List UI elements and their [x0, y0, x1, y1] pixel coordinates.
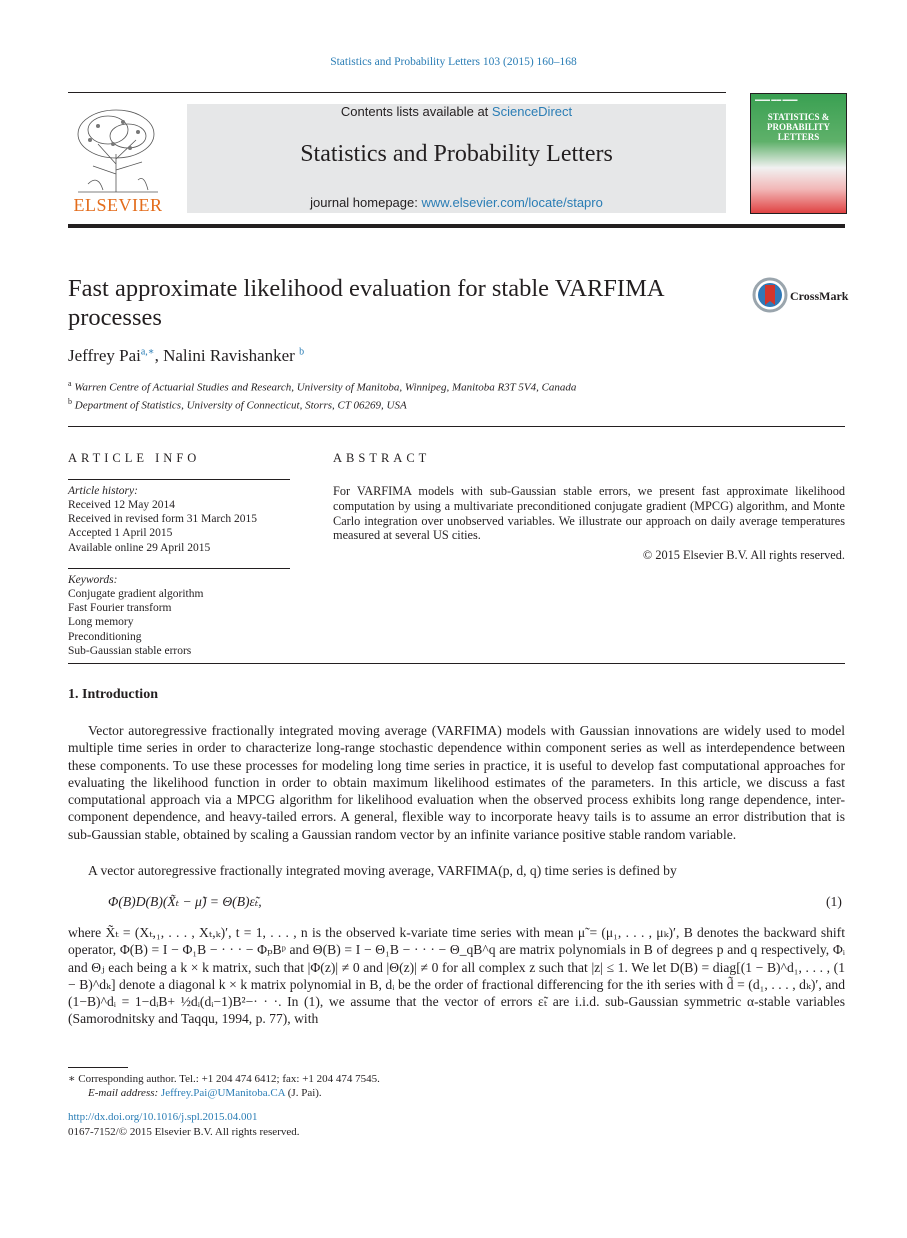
doi-link[interactable]: http://dx.doi.org/10.1016/j.spl.2015.04.001 [68, 1111, 258, 1123]
article-info-rule [68, 479, 290, 480]
author-name: Jeffrey Pai [68, 346, 141, 365]
body-paragraph: A vector autoregressive fractionally integrated moving average, VARFIMA(p, d, q) time series is defined by [88, 863, 677, 878]
email-label: E-mail address: [88, 1087, 159, 1099]
footnote-text: Corresponding author. Tel.: +1 204 474 6412; fax: +1 204 474 7545. [78, 1073, 380, 1085]
cover-top-strip: ▬▬▬ ▬▬ ▬▬▬ [755, 98, 798, 103]
article-title-line2: processes [68, 304, 162, 331]
author-affiliation-link[interactable]: b [299, 346, 305, 358]
affiliation-text: Department of Statistics, University of Connecticut, Storrs, CT 06269, USA [74, 399, 407, 412]
author-affiliation-link[interactable]: a,∗ [140, 346, 155, 358]
article-info-rule [68, 568, 290, 569]
abstract-copyright: © 2015 Elsevier B.V. All rights reserved. [642, 548, 845, 562]
author-separator: , [154, 346, 164, 365]
elsevier-wordmark: ELSEVIER [73, 195, 163, 215]
author-name: Nalini Ravishanker [163, 346, 295, 365]
affiliation-marker: a [68, 379, 72, 388]
body-paragraph: where X̃ₜ = (Xₜ,₁, . . . , Xₜ,ₖ)′, t = 1, . . . , n is the observed k-variate time series with mean μ̃ = (μ₁, . . . , μₖ)′, B denotes the backward shift operator, Φ(B) = I − Φ₁B − · · · − ΦₚBᵖ and Θ(B) = I − Θ₁B − · · · − Θ_qB^q are matrix polynomials in B of degrees p and q respectively, Φᵢ and Θⱼ each being a k × k matrix, such that |Φ(z)| ≠ 0 and |Θ(z)| ≠ 0 for all complex z such that |z| ≤ 1. We let D(B) = diag[(1 − B)^d₁, . . . , (1 − B)^dₖ] denote a diagonal k × k matrix polynomial in B, dᵢ be the order of fractional differencing for the ith series with d̃ = (d₁, . . . , dₖ)′, and (1−B)^dᵢ = 1−dᵢB+ ½dᵢ(dᵢ−1)B²−· · ·. In (1), we assume that the vector of errors ε̃ₜ are i.i.d. sub-Gaussian symmetric α-stable variables (Samorodnitsky and Taqqu, 1994, p. 77), with [68, 925, 845, 1027]
keyword-item: Sub-Gaussian stable errors [68, 645, 192, 657]
crossmark-label[interactable]: CrossMark [790, 289, 849, 303]
keywords-label: Keywords: [68, 574, 118, 586]
cover-title-line1: STATISTICS & [767, 112, 830, 122]
footnote-rule [68, 1067, 128, 1068]
email-link[interactable]: Jeffrey.Pai@UManitoba.CA [160, 1087, 286, 1099]
journal-title: Statistics and Probability Letters [300, 141, 613, 167]
author-list [68, 346, 304, 366]
journal-citation[interactable]: Statistics and Probability Letters 103 (2015) 160–168 [330, 56, 577, 68]
history-item: Received in revised form 31 March 2015 [68, 513, 258, 525]
abstract-text: For VARFIMA models with sub-Gaussian stable errors, we present fast approximate likelihood computation by using a multivariate preconditioned conjugate gradient (MPCG) algorithm, and Monte Carlo integration over unobserved variables. We illustrate our approach on daily average temperatures measured at several US cities. [333, 484, 845, 543]
equation-1: Φ(B)D(B)(X̃ₜ − μ̃) = Θ(B)ε̃ₜ, [108, 894, 262, 909]
abstract-heading: ABSTRACT [333, 451, 431, 465]
keyword-item: Preconditioning [68, 631, 142, 643]
journal-homepage [187, 195, 726, 210]
introduction-heading: 1. Introduction [68, 687, 158, 702]
homepage-link[interactable]: www.elsevier.com/locate/stapro [421, 195, 603, 210]
journal-cover-thumbnail[interactable] [750, 93, 847, 214]
affiliation-a [68, 379, 576, 394]
article-title [68, 274, 728, 332]
cover-title-line2: PROBABILITY [766, 122, 830, 132]
cover-title-line3: LETTERS [777, 132, 820, 142]
footnote-email [88, 1087, 322, 1099]
section-rule [68, 663, 845, 664]
history-item: Accepted 1 April 2015 [68, 527, 173, 539]
history-item: Available online 29 April 2015 [68, 542, 211, 554]
affiliation-text: Warren Centre of Actuarial Studies and Research, University of Manitoba, Winnipeg, Manitoba R3T 5V4, Canada [74, 381, 577, 394]
sciencedirect-link[interactable]: ScienceDirect [491, 104, 573, 119]
email-suffix: (J. Pai). [287, 1087, 322, 1099]
affiliation-b [68, 397, 407, 412]
header-bottom-rule [68, 224, 845, 228]
section-rule [68, 426, 845, 427]
affiliation-marker: b [68, 397, 72, 406]
header-top-rule [68, 92, 726, 93]
equation-number: (1) [826, 894, 842, 909]
footnote-corresponding [68, 1072, 380, 1085]
history-label: Article history: [68, 485, 138, 497]
article-title-line1: Fast approximate likelihood evaluation for stable VARFIMA [68, 275, 665, 302]
keyword-item: Conjugate gradient algorithm [68, 588, 204, 600]
body-paragraph: Vector autoregressive fractionally integrated moving average (VARFIMA) models with Gaussian innovations are widely used to model multiple time series in order to characterize long-range stochastic dependence within component series as well as interdependence between these components. To use these processes for modeling long time series in practice, it is useful to develop fast computational approaches for evaluating the likelihood function in order to obtain maximum likelihood estimates of the parameters. In this article, we discuss a fast computational approach via a MPCG algorithm for likelihood evaluation when the observed process exhibits long range dependence, inter-component dependence, and heavy-tailed errors. A general, flexible way to incorporate heavy tails is to assume an error distribution that is sub-Gaussian stable, obtained by scaling a Gaussian random vector by an infinite variance positive stable random variable. [68, 723, 845, 842]
article-info-heading: ARTICLE INFO [68, 451, 201, 465]
contents-line [187, 104, 726, 119]
issn-line: 0167-7152/© 2015 Elsevier B.V. All rights reserved. [68, 1126, 300, 1138]
homepage-prefix: journal homepage: [310, 195, 418, 210]
history-item: Received 12 May 2014 [68, 499, 175, 511]
cover-title [751, 112, 846, 142]
contents-prefix: Contents lists available at [340, 104, 489, 119]
keyword-item: Fast Fourier transform [68, 602, 172, 614]
keyword-item: Long memory [68, 616, 134, 628]
footnote-marker: ∗ [68, 1073, 76, 1085]
